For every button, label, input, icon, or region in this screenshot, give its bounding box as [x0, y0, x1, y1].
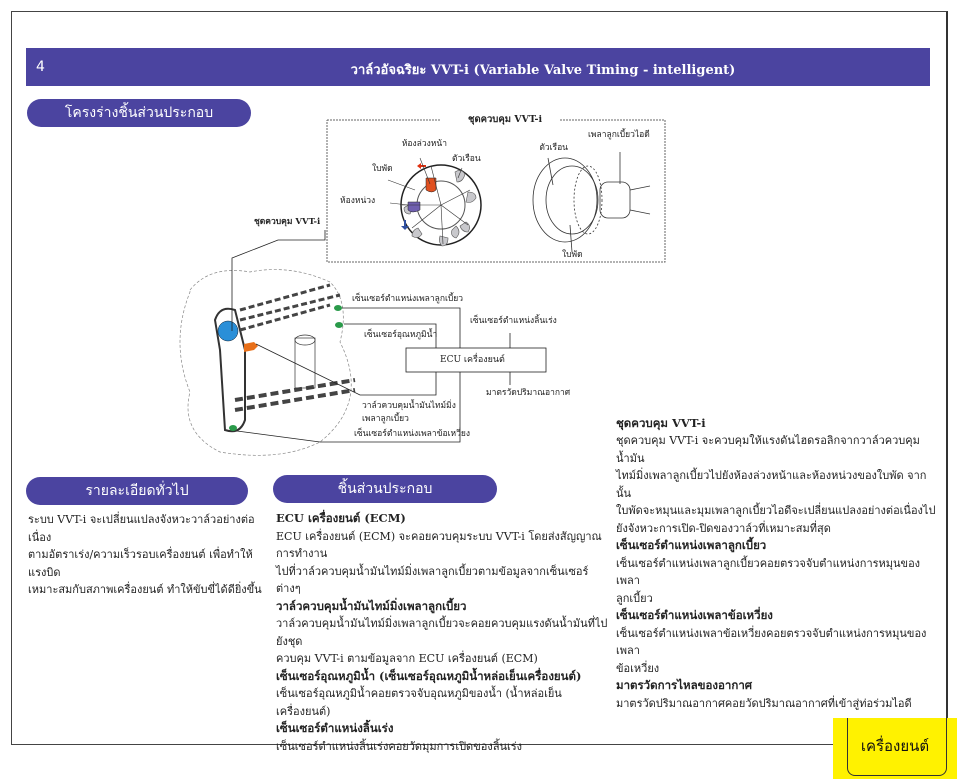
component-text: เซ็นเซอร์ตำแหน่งลิ้นเร่งคอยวัดมุมการเปิดของลิ้นเร่ง [276, 739, 522, 753]
overview-line: ระบบ VVT-i จะเปลี่ยนแปลงจังหวะวาล์วอย่างต่อเนื่อง [28, 513, 255, 544]
label-vvt-unit: ชุดควบคุม VVT-i [254, 217, 321, 227]
section-tab-engine[interactable] [833, 718, 957, 779]
label-intake-camshaft: เพลาลูกเบี้ยวไอดี [588, 130, 650, 140]
section-components-heading: ชิ้นส่วนประกอบ [273, 475, 497, 503]
tab-label: เครื่องยนต์ [860, 737, 930, 755]
label-retard-chamber: ห้องหน่วง [340, 196, 376, 206]
inset-title: ชุดควบคุม VVT-i [468, 114, 543, 125]
component-heading: ECU เครื่องยนต์ (ECM) [276, 511, 406, 525]
components-column-2 [616, 415, 941, 713]
component-text: มาตรวัดปริมาณอากาศคอยวัดปริมาณอากาศที่เข้าสู่ท่อร่วมไอดี [616, 696, 912, 710]
retard-chamber [408, 202, 420, 212]
component-heading: มาตรวัดการไหลของอากาศ [616, 678, 753, 692]
sensor-markers [229, 305, 343, 431]
vvt-sprocket-drawing [533, 152, 650, 252]
component-text: ยังจังหวะการเปิด-ปิดของวาล์วที่เหมาะสมที่สุด [616, 521, 831, 535]
label-vane-2: ใบพัด [562, 250, 583, 260]
label-throttle-sensor: เซ็นเซอร์ตำแหน่งลิ้นเร่ง [470, 316, 557, 326]
component-text: ควบคุม VVT-i ตามข้อมูลจาก ECU เครื่องยนต์ (ECM) [276, 652, 538, 665]
label-ocv-line2: เพลาลูกเบี้ยว [362, 414, 409, 424]
overview-text [28, 511, 268, 599]
engine-drawing [180, 270, 355, 456]
component-text: ใบพัดจะหมุนและมุมเพลาลูกเบี้ยวไอดีจะเปลี่ยนแปลงอย่างต่อเนื่องไป [616, 504, 936, 517]
label-water-temp-sensor: เซ็นเซอร์อุณหภูมิน้ำ [364, 330, 438, 340]
label-cam-sensor: เซ็นเซอร์ตำแหน่งเพลาลูกเบี้ยว [352, 294, 464, 304]
component-text: เซ็นเซอร์อุณหภูมิน้ำคอยตรวจจับอุณหภูมิของน้ำ (น้ำหล่อเย็นเครื่องยนต์) [276, 687, 562, 718]
component-text: ชุดควบคุม VVT-i จะควบคุมให้แรงดันไฮดรอลิกจากวาล์วควบคุมน้ำมัน [616, 434, 920, 465]
component-text: ไปที่วาล์วควบคุมน้ำมันไทม์มิ่งเพลาลูกเบี้ยวตามข้อมูลจากเซ็นเซอร์ต่างๆ [276, 564, 589, 595]
section-overview-heading: รายละเอียดทั่วไป [26, 477, 248, 505]
label-housing: ตัวเรือน [452, 154, 481, 164]
inset-box [327, 120, 665, 262]
component-heading: วาล์วควบคุมน้ำมันไทม์มิ่งเพลาลูกเบี้ยว [276, 598, 467, 613]
label-advance-chamber: ห้องล่วงหน้า [401, 139, 447, 149]
label-ocv-line1: วาล์วควบคุมน้ำมันไทม์มิ่ง [362, 401, 456, 411]
section-structure-heading: โครงร่างชิ้นส่วนประกอบ [27, 99, 251, 127]
component-heading: เซ็นเซอร์ตำแหน่งลิ้นเร่ง [276, 721, 394, 735]
component-text: เซ็นเซอร์ตำแหน่งเพลาลูกเบี้ยวคอยตรวจจับตำแหน่งการหมุนของเพลา [616, 556, 921, 587]
component-heading: เซ็นเซอร์อุณหภูมิน้ำ (เซ็นเซอร์อุณหภูมิน้ำหล่อเย็นเครื่องยนต์) [276, 668, 582, 683]
component-text: วาล์วควบคุมน้ำมันไทม์มิ่งเพลาลูกเบี้ยวจะคอยควบคุมแรงดันน้ำมันที่ไปยังชุด [276, 617, 608, 648]
vvt-unit-marker [218, 321, 238, 341]
ecu-box-label: ECU เครื่องยนต์ [440, 355, 505, 365]
component-heading: ชุดควบคุม VVT-i [616, 415, 706, 430]
vvt-rotor-drawing [388, 158, 481, 246]
label-vane: ใบพัด [372, 164, 393, 174]
ocv-marker [244, 342, 258, 352]
overview-line: เหมาะสมกับสภาพเครื่องยนต์ ทำให้ขับขี่ได้ดียิ่งขึ้น [28, 583, 262, 596]
label-crank-sensor: เซ็นเซอร์ตำแหน่งเพลาข้อเหวี่ยง [354, 429, 470, 439]
overview-line: ตามอัตราเร่ง/ความเร็วรอบเครื่องยนต์ เพื่อทำให้แรงบิด [28, 548, 253, 579]
component-text: ECU เครื่องยนต์ (ECM) จะคอยควบคุมระบบ VVT-i โดยส่งสัญญาณการทำงาน [276, 529, 602, 560]
component-text: ลูกเบี้ยว [616, 591, 653, 605]
component-heading: เซ็นเซอร์ตำแหน่งเพลาข้อเหวี่ยง [616, 608, 773, 622]
label-airflow-meter: มาตรวัดปริมาณอากาศ [486, 388, 571, 398]
page-title: วาล์วอัจฉริยะ VVT-i (Variable Valve Timing - intelligent) [350, 63, 736, 78]
components-column-1 [276, 510, 611, 755]
component-text: เซ็นเซอร์ตำแหน่งเพลาข้อเหวี่ยงคอยตรวจจับตำแหน่งการหมุนของเพลา [616, 626, 927, 657]
page-number: 4 [36, 59, 45, 75]
component-text: ข้อเหวี่ยง [616, 661, 660, 675]
component-text: ไทม์มิ่งเพลาลูกเบี้ยวไปยังห้องล่วงหน้าและห้องหน่วงของใบพัด จากนั้น [616, 469, 927, 500]
component-heading: เซ็นเซอร์ตำแหน่งเพลาลูกเบี้ยว [616, 538, 767, 552]
label-housing-2: ตัวเรือน [539, 143, 568, 153]
